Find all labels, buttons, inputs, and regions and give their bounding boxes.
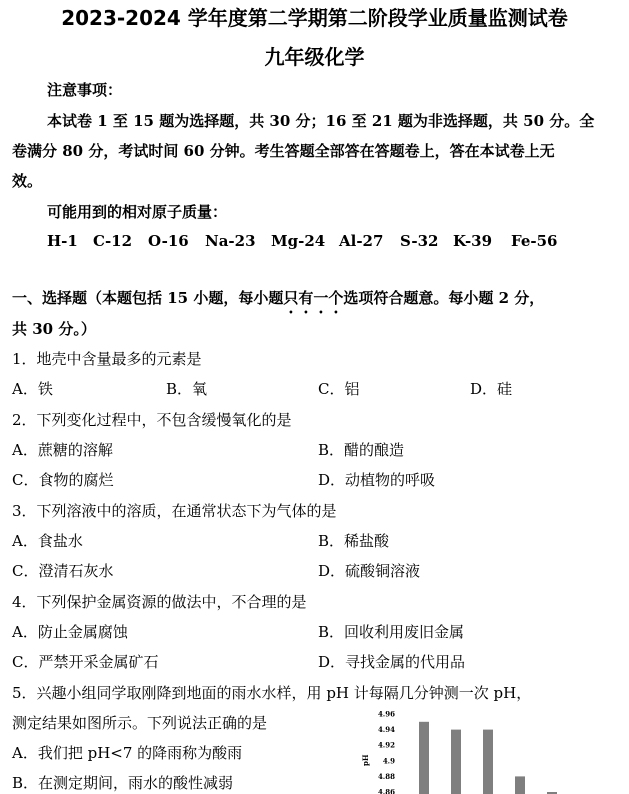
answer-option: C．严禁开采金属矿石 [12,653,159,671]
notice-line-1: 本试卷 1 至 15 题为选择题，共 30 分；16 至 21 题为非选择题，共 50 分。全 [47,112,595,130]
section-heading-part-b: 选项符合题意。每小题 2 分， [343,289,545,307]
y-tick-label: 4.86 [377,787,395,794]
notice-line-2: 卷满分 80 分，考试时间 60 分钟。考生答题全部答在答题卷上，答在本试卷上无 [12,142,555,160]
y-tick-label: 4.92 [377,740,395,750]
y-tick-label: 4.96 [377,709,395,719]
atomic-mass-item: Fe-56 [511,232,558,250]
ph-bar [451,730,461,794]
answer-option: B．在测定期间，雨水的酸性减弱 [12,774,234,792]
y-axis-label: pH [361,754,370,766]
question-stem: 2．下列变化过程中，不包含缓慢氧化的是 [12,411,292,429]
exam-subtitle: 九年级化学 [264,45,365,69]
atomic-mass-item: K-39 [453,232,493,250]
y-tick-label: 4.9 [382,756,395,766]
section-heading-part-a: 一、选择题（本题包括 15 小题，每小题 [12,289,284,307]
answer-option: A．我们把 pH<7 的降雨称为酸雨 [12,744,243,762]
notice-line-3: 效。 [12,172,43,190]
ph-bar [419,722,429,794]
atomic-mass-item: O-16 [148,232,189,250]
atomic-mass-item: Al-27 [339,232,384,250]
question-stem-line-2: 测定结果如图所示。下列说法正确的是 [12,714,268,732]
answer-option: D．硫酸铜溶液 [318,562,421,580]
ph-bar [483,730,493,794]
atomic-mass-item: S-32 [400,232,439,250]
y-tick-label: 4.94 [377,725,395,735]
answer-option: B．稀盐酸 [318,532,390,550]
answer-option: C．铝 [318,380,360,398]
question-stem: 5．兴趣小组同学取刚降到地面的雨水水样，用 pH 计每隔几分钟测一次 pH， [12,684,532,702]
atomic-mass-item: Mg-24 [271,232,326,250]
atomic-mass-heading: 可能用到的相对原子质量： [47,203,228,221]
notice-heading: 注意事项： [47,81,123,99]
answer-option: B．回收利用废旧金属 [318,623,465,641]
answer-option: C．食物的腐烂 [12,471,114,489]
answer-option: D．寻找金属的代用品 [318,653,466,671]
atomic-mass-item: H-1 [47,232,78,250]
section-heading-line-2: 共 30 分。） [12,320,96,338]
answer-option: A．食盐水 [12,532,83,550]
exam-title: 2023-2024 学年度第二学期第二阶段学业质量监测试卷 [61,6,568,30]
question-stem: 1．地壳中含量最多的元素是 [12,350,202,368]
answer-option: B．氧 [166,380,208,398]
ph-bar-chart [355,706,629,794]
answer-option: D．动植物的呼吸 [318,471,436,489]
answer-option: A．防止金属腐蚀 [12,623,128,641]
answer-option: C．澄清石灰水 [12,562,114,580]
y-tick-label: 4.88 [377,771,395,781]
section-heading [12,287,544,317]
ph-bar [515,776,525,794]
answer-option: A．蔗糖的溶解 [12,441,113,459]
answer-option: D．硅 [470,380,513,398]
answer-option: A．铁 [12,380,53,398]
question-stem: 4．下列保护金属资源的做法中，不合理的是 [12,593,307,611]
answer-option: B．醋的酿造 [318,441,405,459]
atomic-mass-item: C-12 [93,232,133,250]
section-heading-emphasis: 只有一个 [283,289,344,307]
atomic-mass-item: Na-23 [205,232,256,250]
question-stem: 3．下列溶液中的溶质，在通常状态下为气体的是 [12,502,337,520]
